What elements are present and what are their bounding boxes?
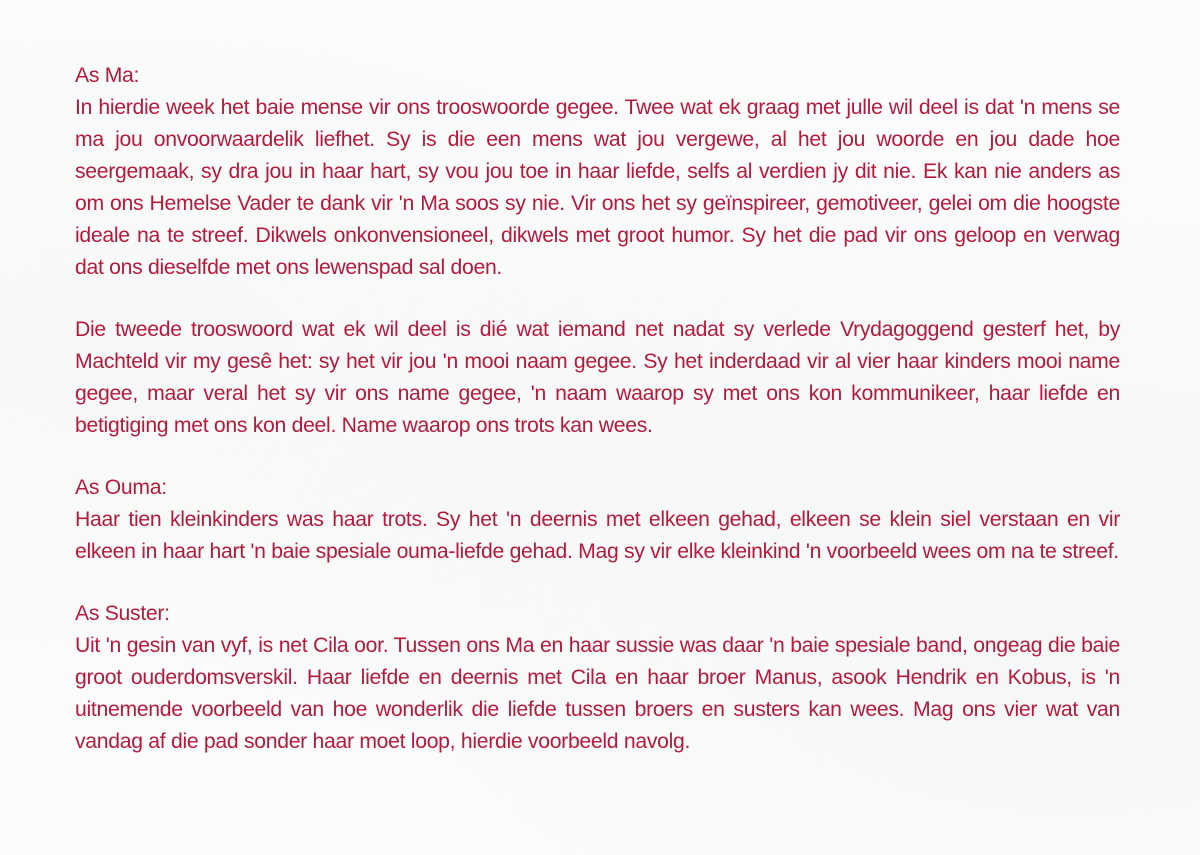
section-paragraph: Uit 'n gesin van vyf, is net Cila oor. Tussen ons Ma en haar sussie was daar 'n baie spesiale band, ongeag die baie groot ouderdomsverskil. Haar liefde en deernis met Cila en haar broer Manus, asook Hendrik en Kobus, is 'n uitnemende voorbeeld van hoe wonderlik die liefde tussen broers en susters kan wees. Mag ons vier wat van vandag af die pad sonder haar moet loop, hierdie voorbeeld navolg. [75, 634, 1120, 753]
section-as-ma [75, 60, 1120, 284]
section-trooswoord [75, 314, 1120, 442]
section-paragraph: In hierdie week het baie mense vir ons trooswoorde gegee. Twee wat ek graag met julle wil deel is dat 'n mens se ma jou onvoorwaardelik liefhet. Sy is die een mens wat jou vergewe, al het jou woorde en jou dade hoe seergemaak, sy dra jou in haar hart, sy vou jou toe in haar liefde, selfs al verdien jy dit nie. Ek kan nie anders as om ons Hemelse Vader te dank vir 'n Ma soos sy nie. Vir ons het sy geïnspireer, gemotiveer, gelei om die hoogste ideale na te streef. Dikwels onkonvensioneel, dikwels met groot humor. Sy het die pad vir ons geloop en verwag dat ons dieselfde met ons lewenspad sal doen. [75, 96, 1120, 279]
section-heading: As Suster: [75, 602, 170, 625]
section-paragraph: Die tweede trooswoord wat ek wil deel is dié wat iemand net nadat sy verlede Vrydagoggend gesterf het, by Machteld vir my gesê het: sy het vir jou 'n mooi naam gegee. Sy het inderdaad vir al vier haar kinders mooi name gegee, maar veral het sy vir ons name gegee, 'n naam waarop sy met ons kon kommunikeer, haar liefde en betigtiging met ons kon deel. Name waarop ons trots kan wees. [75, 318, 1120, 437]
section-heading: As Ma: [75, 64, 140, 87]
section-heading: As Ouma: [75, 476, 167, 499]
document-body [75, 60, 1120, 788]
section-as-suster [75, 598, 1120, 758]
section-paragraph: Haar tien kleinkinders was haar trots. Sy het 'n deernis met elkeen gehad, elkeen se klein siel verstaan en vir elkeen in haar hart 'n baie spesiale ouma-liefde gehad. Mag sy vir elke kleinkind 'n voorbeeld wees om na te streef. [75, 508, 1120, 563]
section-as-ouma [75, 472, 1120, 568]
